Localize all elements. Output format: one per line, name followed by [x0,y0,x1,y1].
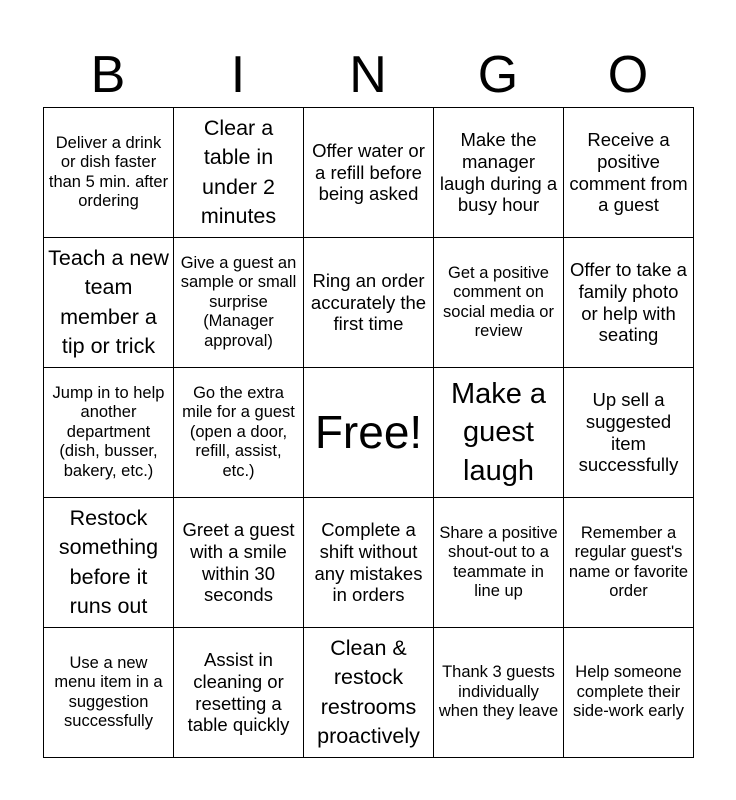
bingo-cell[interactable]: Offer to take a family photo or help with seating [564,238,694,368]
bingo-cell[interactable]: Make the manager laugh during a busy hour [434,108,564,238]
free-space-cell[interactable]: Free! [304,368,434,498]
bingo-cell[interactable]: Thank 3 guests individually when they leave [434,628,564,758]
bingo-cell[interactable]: Go the extra mile for a guest (open a door, refill, assist, etc.) [174,368,304,498]
bingo-cell[interactable]: Give a guest an sample or small surprise (Manager approval) [174,238,304,368]
board-row-4 [44,498,694,628]
bingo-cell[interactable]: Complete a shift without any mistakes in orders [304,498,434,628]
bingo-cell[interactable]: Deliver a drink or dish faster than 5 min. after ordering [44,108,174,238]
bingo-cell[interactable]: Clean & restock restrooms proactively [304,628,434,758]
bingo-cell[interactable]: Ring an order accurately the first time [304,238,434,368]
board-row-3 [44,368,694,498]
board-row-1 [44,108,694,238]
bingo-cell[interactable]: Offer water or a refill before being asked [304,108,434,238]
bingo-cell[interactable]: Get a positive comment on social media or review [434,238,564,368]
bingo-cell[interactable]: Assist in cleaning or resetting a table quickly [174,628,304,758]
bingo-cell[interactable]: Up sell a suggested item successfully [564,368,694,498]
bingo-cell[interactable]: Greet a guest with a smile within 30 seconds [174,498,304,628]
bingo-cell[interactable]: Use a new menu item in a suggestion successfully [44,628,174,758]
bingo-cell[interactable]: Help someone complete their side-work early [564,628,694,758]
bingo-cell[interactable]: Make a guest laugh [434,368,564,498]
bingo-cell[interactable]: Teach a new team member a tip or trick [44,238,174,368]
bingo-cell[interactable]: Clear a table in under 2 minutes [174,108,304,238]
bingo-cell[interactable]: Remember a regular guest's name or favorite order [564,498,694,628]
board-row-2 [44,238,694,368]
header-letter-b: B [90,46,126,104]
header-letter-g: G [477,46,519,104]
board-row-5 [44,628,694,758]
header-letter-i: I [230,46,246,104]
bingo-header [43,46,693,104]
bingo-cell[interactable]: Receive a positive comment from a guest [564,108,694,238]
header-letter-n: N [349,46,387,104]
bingo-cell[interactable]: Restock something before it runs out [44,498,174,628]
bingo-cell[interactable]: Share a positive shout-out to a teammate in line up [434,498,564,628]
bingo-board [43,107,694,758]
header-letter-o: O [607,46,649,104]
bingo-cell[interactable]: Jump in to help another department (dish, busser, bakery, etc.) [44,368,174,498]
